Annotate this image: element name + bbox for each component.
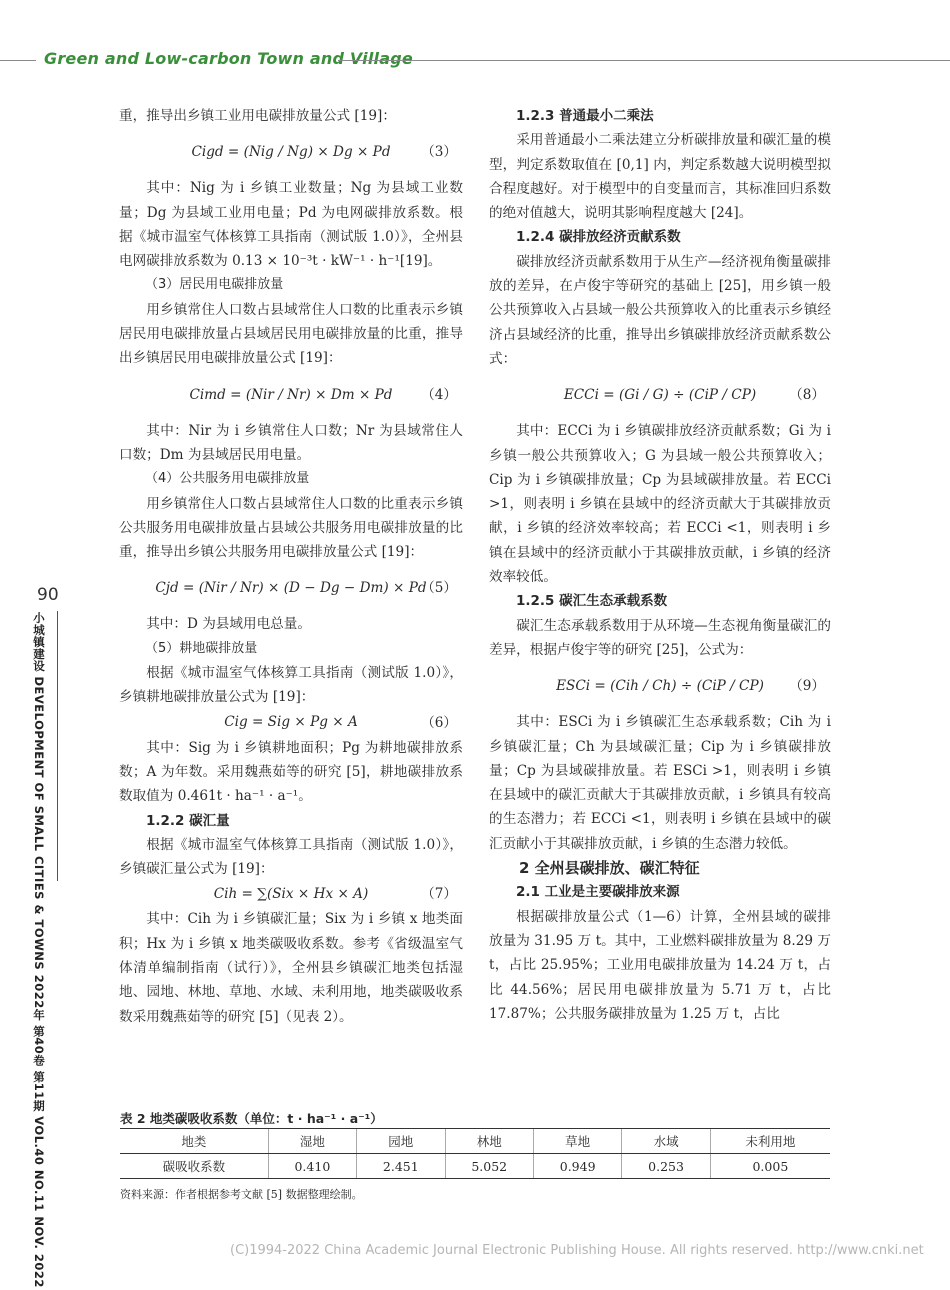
paragraph: 其中：Sig 为 i 乡镇耕地面积；Pg 为耕地碳排放系数；A 为年数。采用魏燕茹等的研究 [5]，耕地碳排放系数取值为 0.461t · ha⁻¹ · a⁻¹。: [119, 739, 463, 805]
equation-6: [119, 710, 463, 736]
table-header-cell: 草地: [533, 1129, 621, 1154]
paragraph: 根据碳排放量公式（1—6）计算，全州县域的碳排放量为 31.95 万 t。其中，工业燃料碳排放量为 8.29 万 t，占比 25.95%；工业用电碳排放量为 14.24 万 t，占比 44.56%；居民用电碳排放量为 5.71 万 t，占比 17.87%；公共服务碳排放量为 1.25 万 t，占比: [489, 908, 831, 1022]
journal-title: Green and Low-carbon Town and Village: [44, 49, 413, 68]
paragraph: 碳汇生态承载系数用于从环境—生态视角衡量碳汇的差异，根据卢俊宇等的研究 [25]，公式为：: [489, 617, 831, 658]
paragraph: 其中：ESCi 为 i 乡镇碳汇生态承载系数；Cih 为 i 乡镇碳汇量；Ch 为县域碳汇量；Cip 为 i 乡镇碳排放量；Cp 为县域碳排放量。若 ESCi >1，则表明 i 乡镇在县域中的碳汇贡献大于其碳排放贡献，i 乡镇具有较高的生态潜力；若 ECCi <1，则表明 i 乡镇在县域中的碳汇贡献小于其碳排放贡献，i 乡镇的生态潜力较低。: [489, 714, 831, 852]
table-source-note: 资料来源：作者根据参考文献 [5] 数据整理绘制。: [120, 1188, 363, 1201]
table-header-cell: 林地: [445, 1129, 533, 1154]
equation-text: Cig = Sig × Pg × A: [224, 714, 358, 731]
paragraph: 其中：D 为县域用电总量。: [146, 616, 311, 633]
subheading: （5）耕地碳排放量: [145, 640, 258, 656]
equation-8: [489, 371, 831, 419]
equation-text: Cih = ∑(Six × Hx × A): [213, 886, 369, 903]
paragraph: 采用普通最小二乘法建立分析碳排放量和碳汇量的模型，判定系数取值在 [0,1] 内，判定系数越大说明模型拟合程度越好。对于模型中的自变量而言，其标准回归系数的绝对值越大，说明其影响程度越大 [24]。: [489, 132, 831, 222]
table-cell: 0.253: [622, 1154, 710, 1179]
equation-text: Cjd = (Nir / Nr) × (D − Dg − Dm) × Pd: [155, 580, 427, 597]
equation-number: （7）: [421, 886, 457, 903]
section-heading: 1.2.3 普通最小二乘法: [516, 108, 654, 124]
paragraph: 其中：Cih 为 i 乡镇碳汇量；Six 为 i 乡镇 x 地类面积；Hx 为 i 乡镇 x 地类碳吸收系数。参考《省级温室气体清单编制指南（试行）》，全州县乡镇碳汇地类包括湿地、园地、林地、草地、水域、未利用地，地类碳吸收系数采用魏燕茹等的研究 [5]（见表 2）。: [119, 911, 463, 1025]
table-header-cell: 湿地: [268, 1129, 356, 1154]
sidebar-rule: [57, 611, 58, 881]
table-header-cell: 园地: [357, 1129, 445, 1154]
table-header-cell: 地类: [120, 1129, 268, 1154]
equation-number: （5）: [421, 580, 457, 597]
subheading: （4）公共服务用电碳排放量: [145, 471, 310, 487]
table-header-cell: 水域: [622, 1129, 710, 1154]
land-coefficient-table: [120, 1128, 830, 1179]
equation-5: [119, 564, 463, 612]
equation-number: （3）: [421, 144, 457, 161]
table-cell: 5.052: [445, 1154, 533, 1179]
paragraph: 根据《城市温室气体核算工具指南（测试版 1.0）》，乡镇耕地碳排放量公式为 [19]：: [119, 665, 463, 706]
running-header: [0, 48, 950, 74]
table-header-row: [120, 1129, 830, 1154]
subheading: （3）居民用电碳排放量: [145, 277, 284, 293]
left-column: [119, 104, 463, 1029]
paragraph: 用乡镇常住人口数占县域常住人口数的比重表示乡镇公共服务用电碳排放量占县域公共服务用电碳排放量的比重，推导出乡镇公共服务用电碳排放量公式 [19]：: [119, 495, 463, 561]
equation-3: [119, 128, 463, 176]
table-cell: 0.005: [710, 1154, 830, 1179]
paragraph: 其中：Nir 为 i 乡镇常住人口数；Nr 为县域常住人口数；Dm 为县域居民用电量。: [119, 422, 463, 463]
equation-number: （9）: [789, 678, 825, 695]
right-column: [489, 104, 831, 1026]
paragraph: 重，推导出乡镇工业用电碳排放量公式 [19]：: [119, 108, 396, 124]
section-heading: 2.1 工业是主要碳排放来源: [516, 884, 680, 901]
equation-4: [119, 371, 463, 419]
table-header-cell: 未利用地: [710, 1129, 830, 1154]
table-row-label: 碳吸收系数: [120, 1154, 268, 1179]
table-cell: 0.410: [268, 1154, 356, 1179]
equation-7: [119, 881, 463, 907]
paragraph: 碳排放经济贡献系数用于从生产—经济视角衡量碳排放的差异，在卢俊宇等研究的基础上 [25]，用乡镇一般公共预算收入占县域一般公共预算收入的比重表示乡镇经济占县域经济的比重，推导出乡镇碳排放经济贡献系数公式：: [489, 253, 831, 367]
header-rule-right: [338, 60, 950, 61]
header-rule-left: [0, 60, 36, 61]
equation-number: （8）: [789, 387, 825, 404]
journal-info-vertical: 小城镇建设 DEVELOPMENT OF SMALL CITIES & TOWNS 2022年 第40卷 第11期 VOL.40 NO.11 NOV. 2022: [32, 612, 46, 1288]
section-heading: 1.2.2 碳汇量: [146, 812, 230, 829]
table-caption: 表 2 地类碳吸收系数（单位：t · ha⁻¹ · a⁻¹）: [120, 1111, 383, 1126]
equation-text: ECCi = (Gi / G) ÷ (CiP / CP): [563, 387, 757, 404]
equation-number: （4）: [421, 386, 457, 403]
table-cell: 0.949: [533, 1154, 621, 1179]
equation-text: Cigd = (Nig / Ng) × Dg × Pd: [191, 144, 391, 161]
equation-text: ESCi = (Cih / Ch) ÷ (CiP / CP): [556, 678, 764, 695]
copyright-footer: (C)1994-2022 China Academic Journal Electronic Publishing House. All rights reserved. http://www.cnki.net: [230, 1243, 924, 1258]
page-number: 90: [37, 585, 59, 605]
paragraph: 根据《城市温室气体核算工具指南（测试版 1.0）》，乡镇碳汇量公式为 [19]：: [119, 836, 463, 878]
paragraph: 其中：ECCi 为 i 乡镇碳排放经济贡献系数；Gi 为 i 乡镇一般公共预算收入；G 为县域一般公共预算收入；Cip 为 i 乡镇碳排放量；Cp 为县域碳排放量。若 ECCi >1，则表明 i 乡镇在县域中的经济贡献大于其碳排放贡献，i 乡镇的经济效率较高；若 ECCi <1，则表明 i 乡镇在县域中的经济贡献小于其碳排放贡献，i 乡镇的经济效率较低。: [489, 423, 831, 586]
table-cell: 2.451: [357, 1154, 445, 1179]
equation-number: （6）: [421, 714, 457, 731]
section-heading: 1.2.4 碳排放经济贡献系数: [516, 229, 681, 246]
equation-9: [489, 662, 831, 710]
paragraph: 用乡镇常住人口数占县域常住人口数的比重表示乡镇居民用电碳排放量占县域居民用电碳排放量的比重，推导出乡镇居民用电碳排放量公式 [19]：: [119, 301, 463, 367]
equation-text: Cimd = (Nir / Nr) × Dm × Pd: [189, 386, 393, 403]
table-row: [120, 1154, 830, 1179]
section-heading: 1.2.5 碳汇生态承载系数: [516, 593, 668, 610]
chapter-heading: 2 全州县碳排放、碳汇特征: [519, 859, 700, 878]
paragraph: 其中：Nig 为 i 乡镇工业数量；Ng 为县域工业数量；Dg 为县域工业用电量；Pd 为电网碳排放系数。根据《城市温室气体核算工具指南（测试版 1.0）》，全州县电网碳排放系数为 0.13 × 10⁻³t · kW⁻¹ · h⁻¹[19]。: [119, 180, 463, 270]
